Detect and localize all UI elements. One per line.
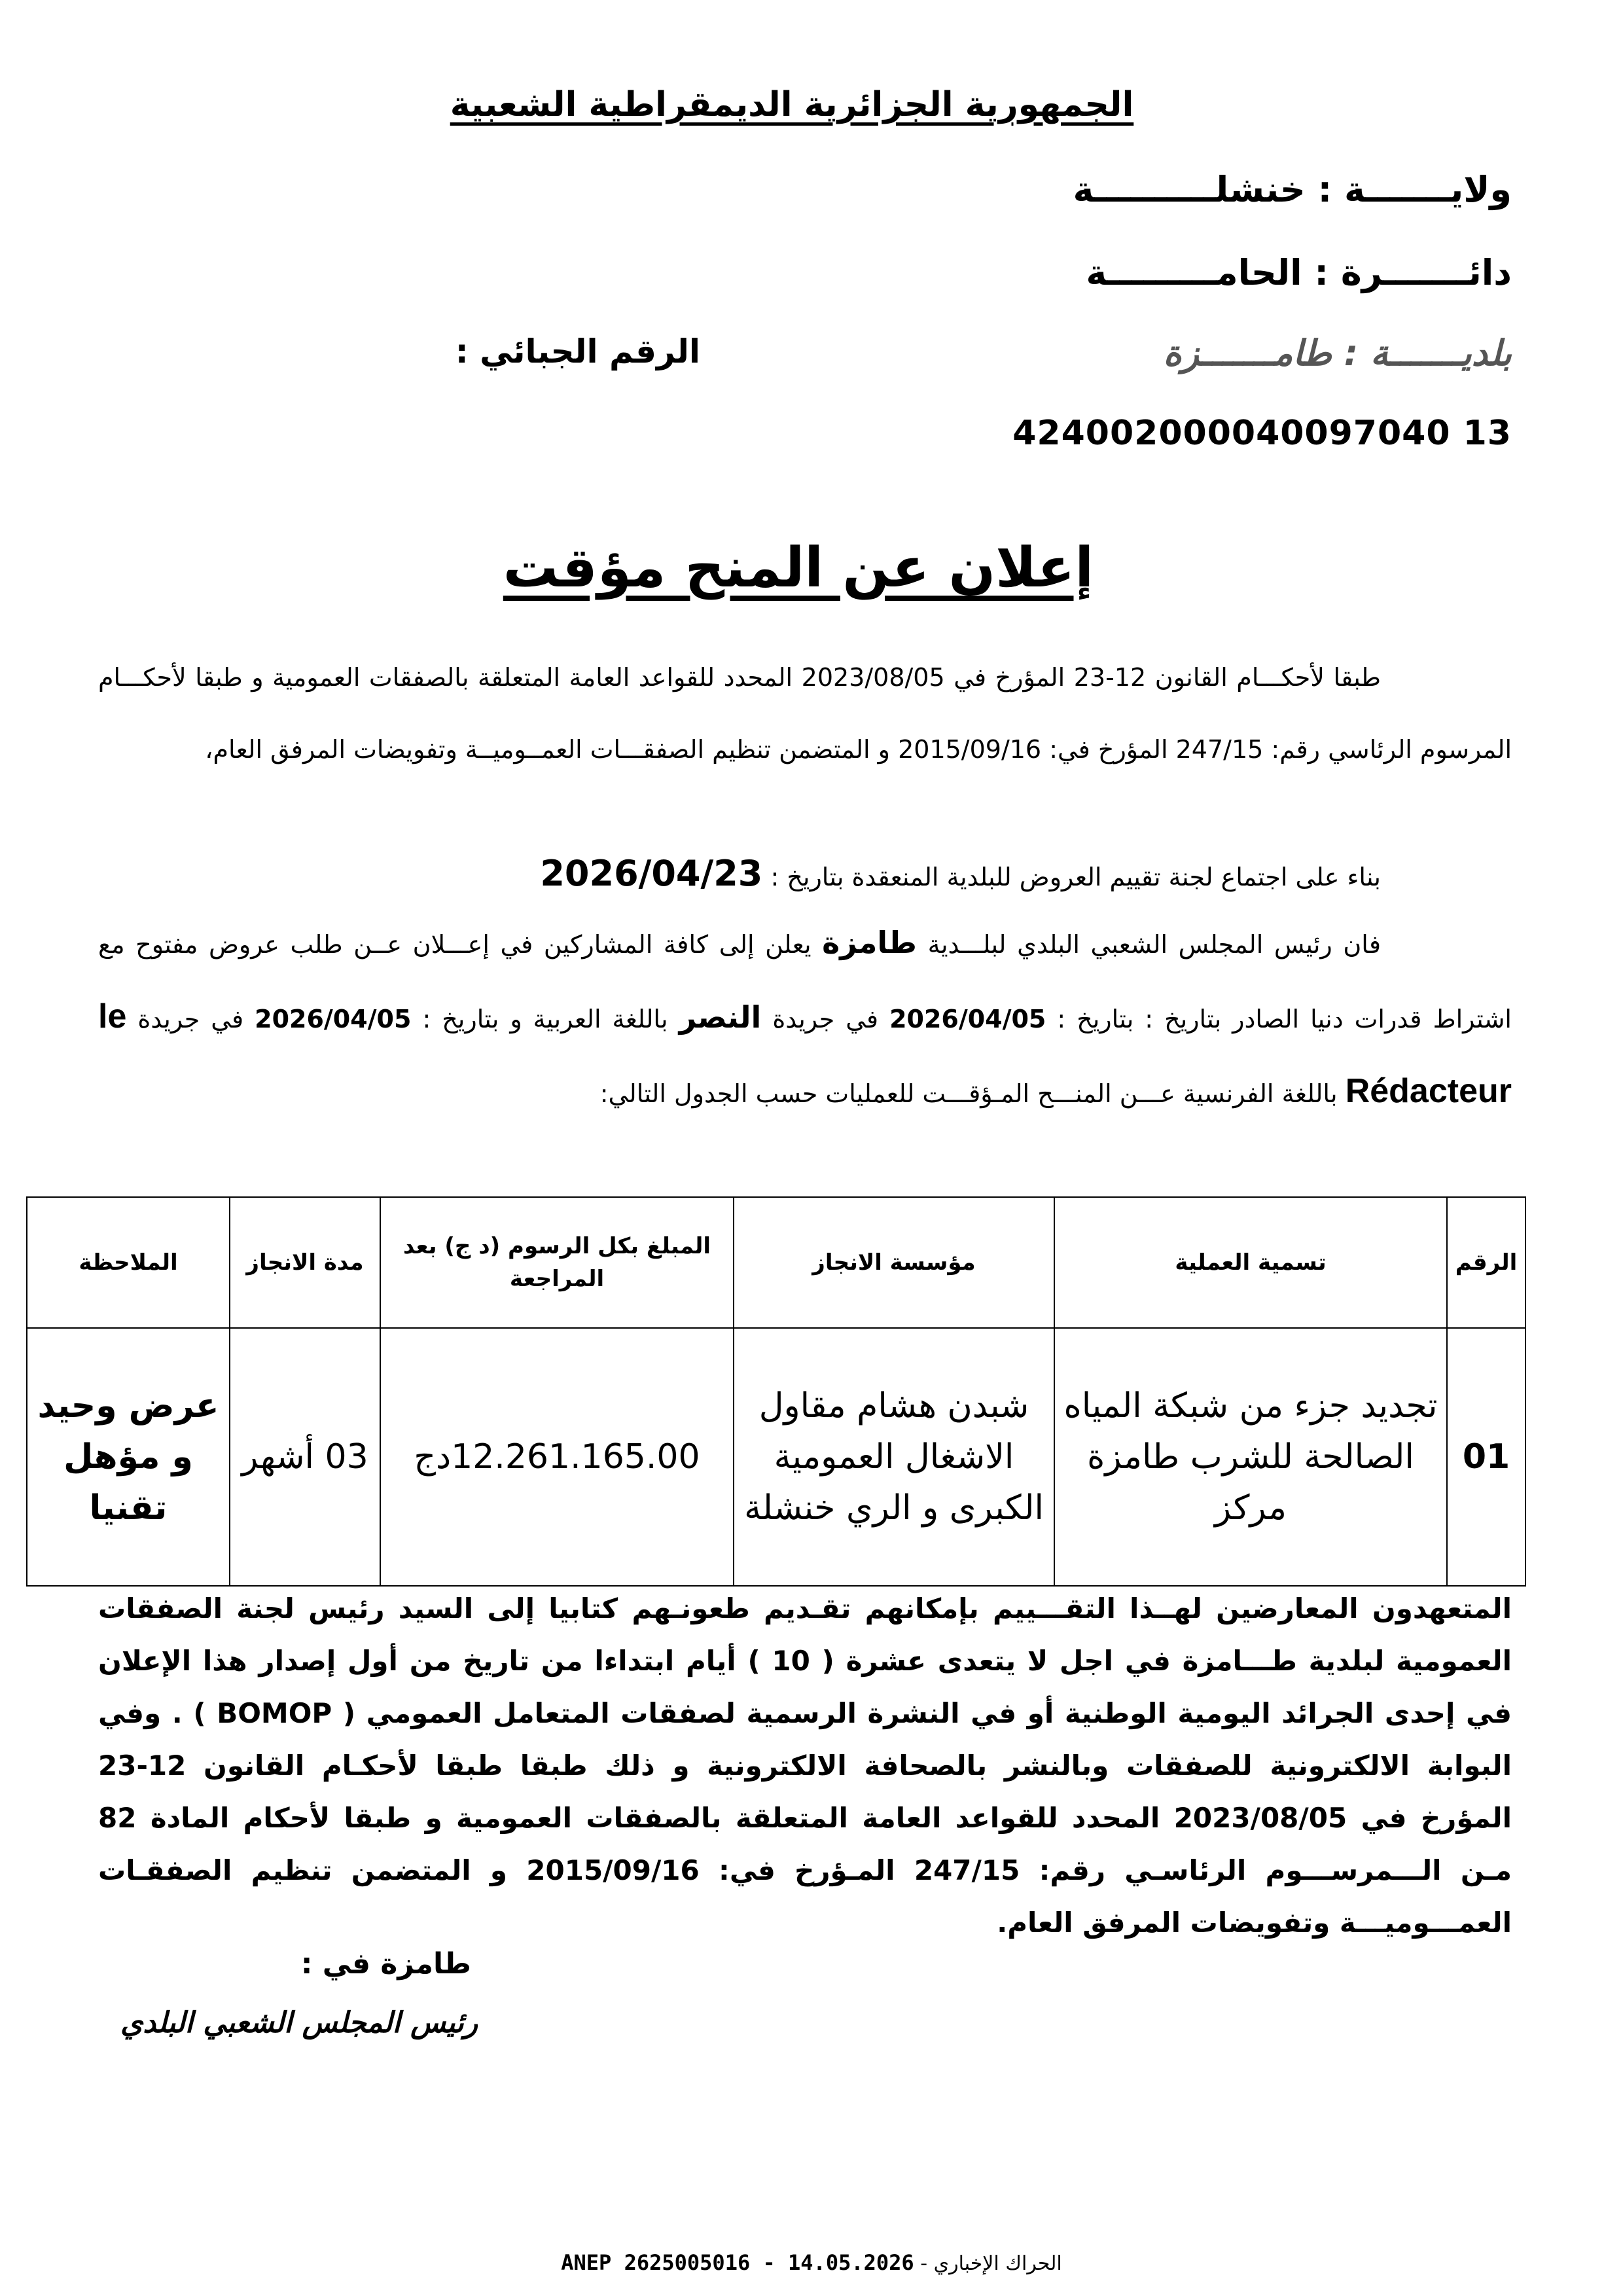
objection-notice: المتعهدون المعارضين لهــذا التقـــييم بإمكانهم تقـديم طعونـهم كتابيا إلى السيد رئيس لجنة الصفقات العمومية لبلدية طـــامزة في اجل لا يتعدى عشرة ( 10 ) أيام ابتداءا من تاريخ من أول إصدار هذا الإعلان في إحدى الجرائد اليومية الوطنية أو في النشرة الرسمية لصفقات المتعامل العمومي ( BOMOP ) . وفي البوابة الالكترونية للصفقات وبالنشر بالصحافة الالكترونية و ذلك طبقا طبقا لأحكـام القانون 12-23 المؤرخ في 2023/08/05 المحدد للقواعد العامة المتعلقة بالصفقات العمومية و طبقا لأحكام المادة 82 مـن الـــمرســـوم الرئاسـي رقم: 247/15 المـؤرخ في: 2015/09/16 و المتضمن تنظيم الصفقـات العمـــوميـــة وتفويضات المرفق العام. (98, 1592, 1512, 1939)
daira-line: دائـــــــرة : الحامـــــــــة (1086, 252, 1512, 293)
anep-reference: ANEP 2625005016 - 14.05.2026 (561, 2250, 914, 2275)
cell-note: عرض وحيد و مؤهل تقنيا (27, 1328, 230, 1586)
newspaper-french: le Rédacteur (98, 997, 1512, 1110)
header-duration: مدة الانجاز (230, 1197, 380, 1328)
cell-amount: 12.261.165.00دج (380, 1328, 734, 1586)
footer (484, 2250, 1139, 2275)
republic-heading: الجمهورية الجزائرية الديمقراطية الشعبية (450, 85, 1134, 124)
para3-part-d: باللغة العربية و بتاريخ : (422, 1005, 668, 1033)
header-note: الملاحظة (27, 1197, 230, 1328)
header-amount: المبلغ بكل الرسوم (د ج) بعد المراجعة (380, 1197, 734, 1328)
para3-part-c: في جريدة (772, 1005, 879, 1033)
footer-separator: - (920, 2252, 934, 2275)
publication-date-french: 2026/04/05 (255, 1005, 412, 1033)
committee-meeting-paragraph (98, 838, 1512, 913)
header-operation: تسمية العملية (1054, 1197, 1447, 1328)
award-announcement-paragraph (98, 906, 1512, 1130)
publisher-name: الحراك الإخباري (933, 2252, 1062, 2275)
header-num: الرقم (1447, 1197, 1525, 1328)
header-company: مؤسسة الانجاز (734, 1197, 1054, 1328)
committee-meeting-text: بناء على اجتماع لجنة تقييم العروض للبلدية المنعقدة بتاريخ : (770, 863, 1381, 891)
announcement-title: إعلان عن المنح مؤقت (503, 535, 1094, 600)
tax-id-number: 424002000040097040 13 (1012, 414, 1512, 453)
para3-part-f: باللغة الفرنسية عـــن المنـــح المـؤقـــت للعمليات حسب الجدول التالي: (599, 1079, 1338, 1108)
table-row (27, 1328, 1525, 1586)
legal-basis-paragraph: طبقا لأحكـــام القانون 12-23 المؤرخ في 2023/08/05 المحدد للقواعد العامة المتعلقة بالصفقات العمومية و طبقا لأحكـــام المرسوم الرئاسي رقم: 247/15 المؤرخ في: 2015/09/16 و المتضمن تنظيم الصفقـــات العمــوميــة وتفويضات المرفق العام، (98, 663, 1512, 764)
para3-part-b: يعلن إلى كافة المشاركين في إعـــلان عــن طلب عروض مفتوح مع اشتراط قدرات دنيا الصادر بتاريخ : بتاريخ : (98, 930, 1512, 1033)
signature-title: رئيس المجلس الشعبي البلدي (120, 2006, 478, 2039)
committee-meeting-date: 2026/04/23 (540, 853, 763, 894)
cell-operation: تجديد جزء من شبكة المياه الصالحة للشرب طامزة مركز (1054, 1328, 1447, 1586)
publication-date-arabic: 2026/04/05 (889, 1005, 1046, 1033)
commune-name: طامزة (822, 925, 917, 960)
newspaper-arabic: النصر (679, 999, 762, 1035)
cell-company: شبدن هشام مقاول الاشغال العمومية الكبرى و الري خنشلة (734, 1328, 1054, 1586)
operations-table (26, 1196, 1526, 1587)
tax-id-label: الرقم الجبائي : (455, 332, 700, 370)
signature-place: طامزة في : (300, 1947, 471, 1981)
table-header-row (27, 1197, 1525, 1328)
cell-num: 01 (1447, 1328, 1525, 1586)
cell-duration: 03 أشهر (230, 1328, 380, 1586)
baladia-line: بلديـــــــة : طامـــــــزة (1163, 332, 1512, 374)
wilaya-line: ولايـــــــة : خنشلــــــــــة (1073, 169, 1512, 210)
para3-part-a: فان رئيس المجلس الشعبي البلدي لبلـــدية (927, 930, 1381, 959)
para3-part-e: في جريدة (137, 1005, 244, 1033)
